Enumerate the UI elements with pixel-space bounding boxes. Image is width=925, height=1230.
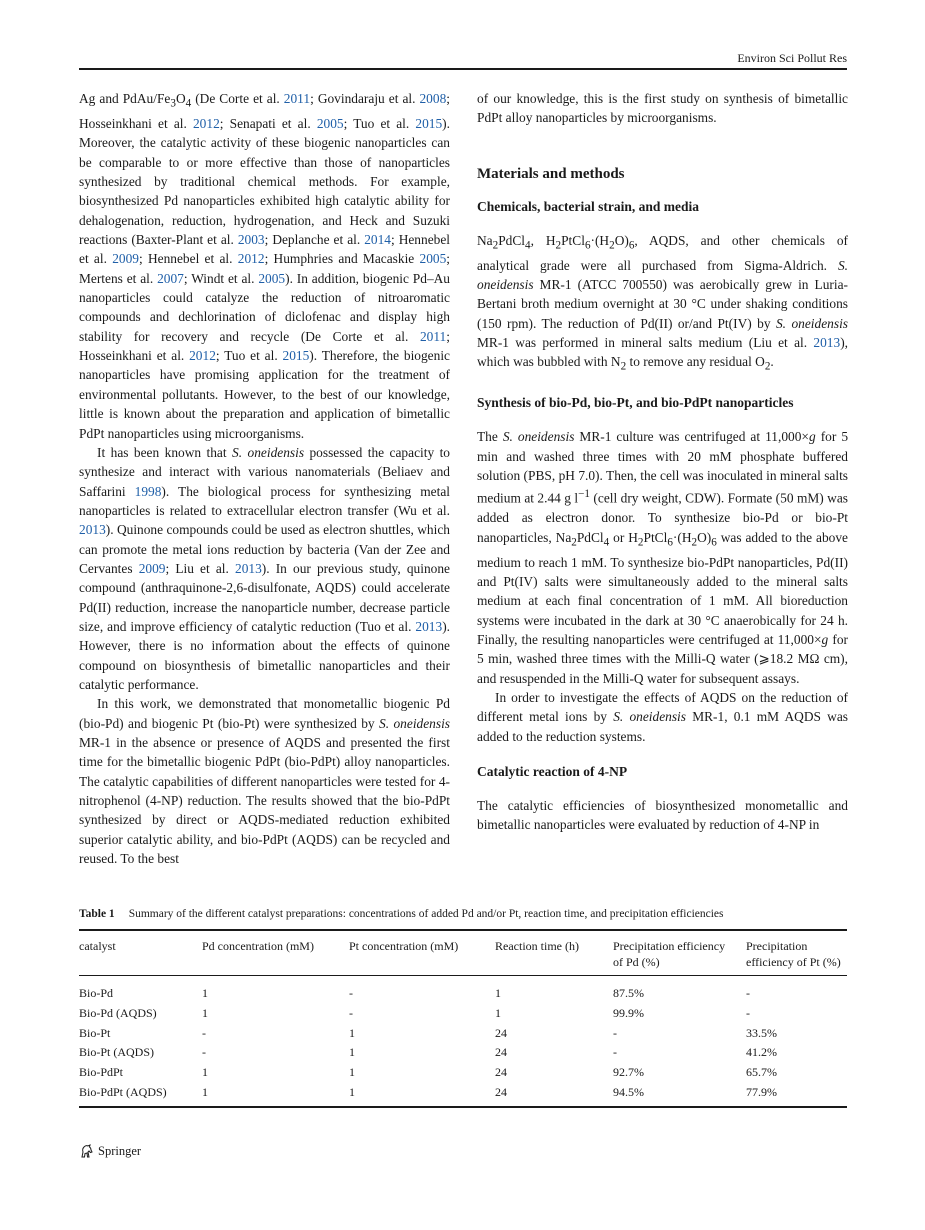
table-cell: - — [202, 1025, 206, 1040]
table-cell: 1 — [349, 1065, 355, 1080]
reference-link[interactable]: 2013 — [79, 522, 106, 538]
table-cell: 92.7% — [613, 1065, 644, 1080]
table-cell: - — [349, 1005, 353, 1020]
reference-link[interactable]: 2008 — [419, 91, 447, 106]
table-cell: - — [613, 1045, 617, 1060]
table-cell: 33.5% — [746, 1025, 777, 1040]
reference-link[interactable]: 2015 — [415, 116, 443, 132]
table-cell: 65.7% — [746, 1065, 777, 1080]
table-cell: - — [613, 1025, 617, 1040]
paragraph-catalytic: The catalytic efficiencies of biosynthesized monometallic and bimetallic nanoparticles were evaluated by reduction of 4-NP in — [477, 798, 848, 833]
table-cell: 1 — [349, 1045, 355, 1060]
table-cell: Bio-Pd (AQDS) — [79, 1005, 157, 1020]
reference-link[interactable]: 1998 — [134, 483, 162, 499]
paragraph-intro-end: of our knowledge, this is the first study on synthesis of bimetallic PdPt alloy nanoparticles by microorganisms. — [477, 91, 848, 126]
section-heading-methods: Materials and methods — [477, 165, 625, 182]
table-cell: Bio-PdPt — [79, 1065, 124, 1080]
reference-link[interactable]: 2005 — [316, 116, 344, 132]
left-column — [79, 89, 450, 868]
reference-link[interactable]: 2012 — [237, 251, 265, 267]
table-cell: - — [746, 986, 750, 1000]
subsection-heading-chemicals: Chemicals, bacterial strain, and media — [477, 198, 699, 214]
table-label: Table 1 — [79, 908, 115, 920]
reference-link[interactable]: 2005 — [419, 251, 447, 267]
reference-link[interactable]: 2003 — [237, 232, 265, 248]
table-cell: 1 — [202, 1005, 208, 1020]
reference-link[interactable]: 2012 — [189, 348, 216, 364]
table-top-rule — [79, 929, 847, 931]
table-cell: 1 — [349, 1025, 355, 1040]
table-header-cell: Pd concentration (mM) — [202, 939, 314, 953]
springer-horse-icon — [79, 1144, 94, 1159]
table-caption — [79, 908, 849, 920]
table-cell: 24 — [495, 1025, 507, 1040]
table-header-rule — [79, 975, 847, 976]
table-cell: Bio-Pt — [79, 1025, 111, 1040]
reference-link[interactable]: 2011 — [419, 328, 447, 344]
table-cell: Bio-PdPt (AQDS) — [79, 1085, 167, 1099]
header-rule — [79, 68, 847, 70]
table-cell: 1 — [202, 986, 208, 1000]
table-cell: - — [349, 986, 353, 1000]
table-header-cell: Precipitation efficiency of Pd (%) — [613, 939, 726, 969]
table-header-cell: Precipitation efficiency of Pt (%) — [746, 939, 841, 969]
reference-link[interactable]: 2011 — [283, 91, 311, 106]
reference-link[interactable]: 2013 — [813, 335, 841, 351]
table-cell: 77.9% — [746, 1085, 777, 1099]
reference-link[interactable]: 2014 — [364, 232, 391, 248]
paragraph-intro-cont: Ag and PdAu/$Fe_3O_4$ (De Corte et al. 2011; Govindaraju et al. 2008; Hosseinkhani et al. 2012; Senapati et al. 2005; Tuo et al. 2015). Moreover, the catalytic activity of these biogenic nanoparticles can be comparable to or more effective than those of nanoparticles synthesized by traditional chemical methods. For example, biosynthesized Pd nanoparticles exhibited high catalytic ability for dehalogenation, reduction, hydrogenation, and Heck and Suzuki reactions (Baxter-Plant et al. 2003; Deplanche et al. 2014; Hennebel et al. 2009; Hennebel et al. 2012; Humphries and Macaskie 2005; Mertens et al. 2007; Windt et al. 2005). In addition, biogenic Pd–Au nanoparticles could catalyze the reduction of nitroaromatic compounds and dechlorination of diclofenac and display high stability for recovery and recycle (De Corte et al. 2011; Hosseinkhani et al. 2012; Tuo et al. 2015). Therefore, the biogenic nanoparticles have promising application for the treatment of environmental pollutants. However, to the best of our knowledge, little is known about the preparation and application of bimetallic PdPt nanoparticles using microorganisms. — [79, 91, 451, 441]
table-cell: 99.9% — [613, 1005, 644, 1020]
paragraph-this-work: In this work, we demonstrated that monometallic biogenic Pd (bio-Pd) and biogenic Pt (bio-Pt) were synthesized by S. oneidensis MR-1 in the absence or presence of AQDS and presented the first time for the bimetallic biogenic PdPt (bio-PdPt) alloy nanoparticles. The catalytic capabilities of different nanoparticles were tested for 4-nitrophenol (4-NP) reduction. The results showed that the bio-PdPt synthesized by direct or AQDS-mediated reduction exhibited superior catalytic ability, and bio-PdPt (AQDS) can be recycled and reused. To the best — [79, 696, 451, 867]
reference-link[interactable]: 2009 — [112, 251, 139, 267]
table-cell: 24 — [495, 1065, 507, 1080]
table-cell: 1 — [495, 1005, 501, 1020]
reference-link[interactable]: 2012 — [192, 116, 220, 132]
table-cell: - — [202, 1045, 206, 1060]
table-cell: 87.5% — [613, 986, 644, 1000]
table-cell: 1 — [349, 1085, 355, 1099]
table-cell: Bio-Pd — [79, 986, 114, 1000]
reference-link[interactable]: 2013 — [235, 560, 262, 576]
journal-name: Environ Sci Pollut Res — [737, 51, 847, 65]
table-cell: 41.2% — [746, 1045, 777, 1060]
footer — [79, 1144, 141, 1159]
subsection-heading-synthesis: Synthesis of bio-Pd, bio-Pt, and bio-PdPt nanoparticles — [477, 395, 794, 411]
table-cell: - — [746, 1005, 750, 1020]
table-cell: 1 — [202, 1065, 208, 1080]
reference-link[interactable]: 2007 — [157, 270, 184, 286]
table-bottom-rule — [79, 1106, 847, 1108]
table-header-cell: catalyst — [79, 939, 116, 953]
right-column — [477, 89, 848, 835]
subsection-heading-catalytic: Catalytic reaction of 4-NP — [477, 764, 628, 780]
reference-link[interactable]: 2013 — [415, 618, 443, 634]
table-cell: 24 — [495, 1045, 507, 1060]
table-cell: 94.5% — [613, 1085, 644, 1099]
table-cell: Bio-Pt (AQDS) — [79, 1045, 155, 1060]
table-caption-text: Summary of the different catalyst preparations: concentrations of added Pd and/or Pt, reaction time, and precipitation efficiencies — [128, 908, 724, 920]
paragraph-synthesis: The S. oneidensis MR-1 culture was centrifuged at 11,000×g for 5 min and washed three times with 20 mM phosphate buffered solution (PBS, pH 7.0). Then, the cell was inoculated in mineral salts medium at 2.44 g $l^{-1}$ (cell dry weight, CDW). Formate (50 mM) was added as electron donor. To synthesize bio-Pd or bio-Pt nanoparticles, $Na_2PdCl_4$ or $H_2PtCl_6\cdot(H_2O)_6$ was added to the above medium to reach 1 mM. To synthesize bio-PdPt nanoparticles, Pd(II) and Pt(IV) salts were simultaneously added to the mineral salts medium at each final concentration of 1 mM. All bioreduction systems were incubated in the dark at 30 °C anaerobically for 24 h. Finally, the resulting nanoparticles were centrifuged at 11,000×g for 5 min, washed three times with the Milli-Q water (⩾18.2 MΩ cm), and resuspended in the Milli-Q water for subsequent assays. — [477, 429, 849, 686]
paragraph-aqds: In order to investigate the effects of AQDS on the reduction of different metal ions by S. oneidensis MR-1, 0.1 mM AQDS was added to the reduction systems. — [477, 690, 849, 744]
paragraph-chemicals: $Na_2PdCl_4$, $H_2PtCl_6\cdot(H_2O)_6$, AQDS, and other chemicals of analytical grade were all purchased from Sigma-Aldrich. S. oneidensis MR-1 (ATCC 700550) was aerobically grew in Luria-Bertani broth medium overnight at 30 °C under shaking conditions (150 rpm). The reduction of Pd(II) or/and Pt(IV) by S. oneidensis MR-1 was performed in mineral salts medium (Liu et al. 2013), which was bubbled with $N_2$ to remove any residual $O_2$. — [477, 232, 848, 374]
reference-link[interactable]: 2015 — [282, 348, 310, 364]
table-cell: 1 — [495, 986, 501, 1000]
table-cell: 24 — [495, 1085, 507, 1099]
publisher-name: Springer — [98, 1144, 142, 1158]
table-cell: 1 — [202, 1085, 208, 1099]
reference-link[interactable]: 2005 — [258, 270, 286, 286]
paragraph-oneidensis: It has been known that S. oneidensis possessed the capacity to synthesize and interact with various nanomaterials (Beliaev and Saffarini 1998). The biological process for synthesizing metal nanoparticles is related to extracellular electron transfer (Wu et al. 2013). Quinone compounds could be used as electron shuttles, which can promote the metal ions reduction by bacteria (Van der Zee and Cervantes 2009; Liu et al. 2013). In our previous study, quinone compound (anthraquinone-2,6-disulfonate, AQDS) could accelerate Pd(II) reduction, increase the nanoparticle number, decrease particle size, and improve efficiency of catalytic reduction (Tuo et al. 2013). However, there is no information about the effects of quinone compound on biosynthesis of bimetallic nanoparticles and their catalytic performance. — [79, 444, 451, 692]
table-header-cell: Reaction time (h) — [495, 939, 579, 953]
table-header-cell: Pt concentration (mM) — [349, 939, 459, 953]
reference-link[interactable]: 2009 — [138, 560, 166, 576]
